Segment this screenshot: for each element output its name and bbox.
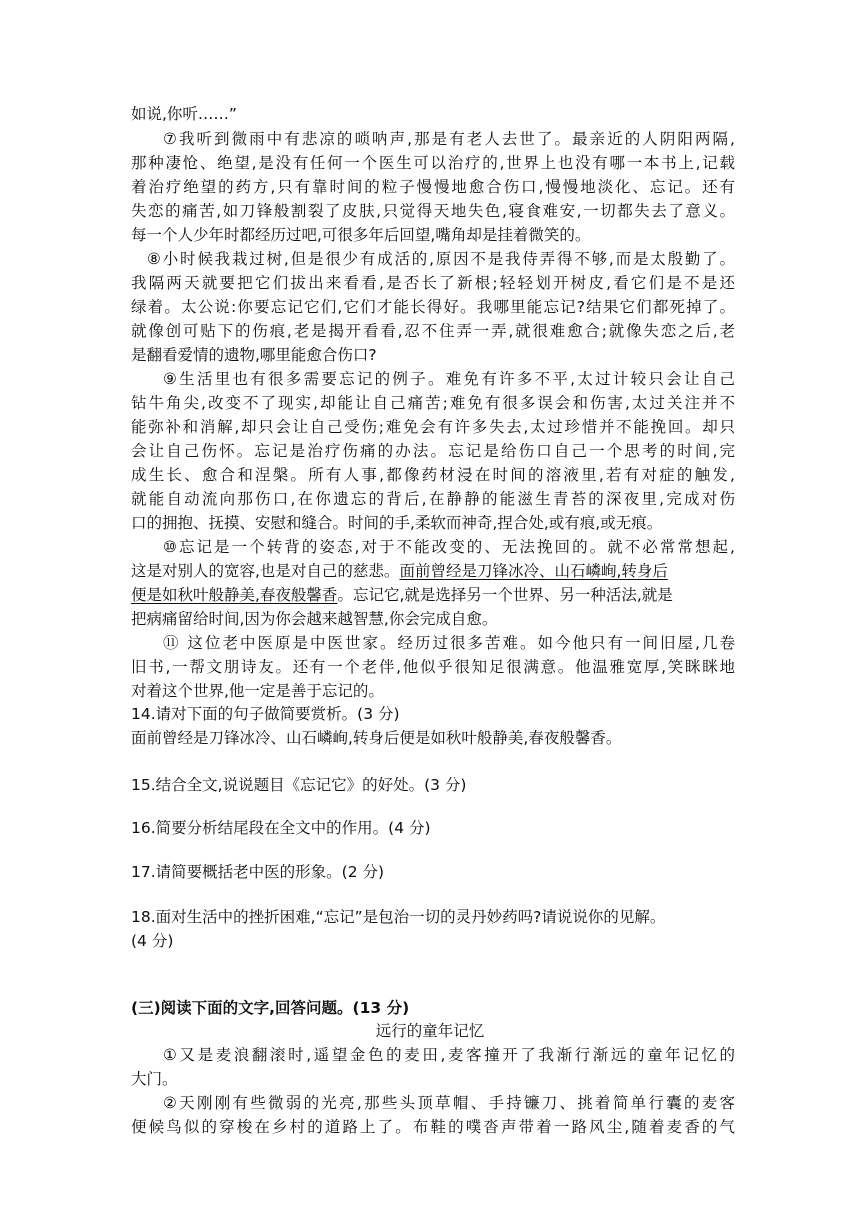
text-line: ①又是麦浪翻滚时,遥望金色的麦田,麦客撞开了我渐行渐远的童年记忆的 <box>163 1046 735 1064</box>
paragraph-6-tail: 如说,你听……” <box>131 105 237 123</box>
article-title: 远行的童年记忆 <box>375 1022 485 1040</box>
text-line: 对着这个世界,他一定是善于忘记的。 <box>131 682 384 700</box>
question-16: 16.简要分析结尾段在全文中的作用。(4 分) <box>131 819 431 837</box>
text-line: 把病痛留给时间,因为你会越来越智慧,你会完成自愈。 <box>131 610 498 628</box>
text-line: 着治疗绝望的药方,只有靠时间的粒子慢慢地愈合伤口,慢慢地淡化、忘记。还有 <box>131 178 735 196</box>
text-line: ⑪ 这位老中医原是中医世家。经历过很多苦难。如今他只有一间旧屋,几卷 <box>163 634 735 652</box>
text-line: 钻牛角尖,改变不了现实,却能让自己痛苦;难免有很多误会和伤害,太过关注并不 <box>131 394 735 412</box>
plain-text: 这是对别人的宽容,也是对自己的慈悲。 <box>131 562 400 580</box>
underlined-sentence: 面前曾经是刀锋冰冷、山石嶙峋,转身后 <box>399 562 668 580</box>
text-line: 旧书,一帮文朋诗友。还有一个老伴,他似乎很知足很满意。他温雅宽厚,笑眯眯地 <box>131 658 735 676</box>
section-3-heading: (三)阅读下面的文字,回答问题。(13 分) <box>131 999 410 1017</box>
underlined-sentence: 便是如秋叶般静美,春夜般馨香 <box>131 586 338 604</box>
text-line: 那种凄怆、绝望,是没有任何一个医生可以治疗的,世界上也没有哪一本书上,记载 <box>131 154 735 172</box>
question-18-score: (4 分) <box>131 932 174 950</box>
text-line: 口的拥抱、抚摸、安慰和缝合。时间的手,柔软而神奇,捏合处,或有痕,或无痕。 <box>131 514 663 532</box>
text-line: ⑩忘记是一个转背的姿态,对于不能改变的、无法挽回的。就不必常常想起, <box>163 538 735 556</box>
text-line <box>131 583 735 607</box>
text-line: 大门。 <box>131 1070 178 1088</box>
question-14: 14.请对下面的句子做简要赏析。(3 分) <box>131 705 400 723</box>
question-15: 15.结合全文,说说题目《忘记它》的好处。(3 分) <box>131 776 467 794</box>
text-line: 会让自己伤怀。忘记是治疗伤痛的办法。忘记是给伤口自己一个思考的时间,完 <box>131 442 735 460</box>
text-line: ②天刚刚有些微弱的光亮,那些头顶草帽、手持镰刀、挑着简单行囊的麦客 <box>163 1094 735 1112</box>
question-18: 18.面对生活中的挫折困难,“忘记”是包治一切的灵丹妙药吗?请说说你的见解。 <box>131 908 666 926</box>
text-line: 失恋的痛苦,如刀锋般割裂了皮肤,只觉得天地失色,寝食难安,一切都失去了意义。 <box>131 202 735 220</box>
text-line <box>131 559 735 583</box>
text-line: 就能自动流向那伤口,在你遗忘的背后,在静静的能滋生青苔的深夜里,完成对伤 <box>131 490 735 508</box>
question-17: 17.请简要概括老中医的形象。(2 分) <box>131 863 385 881</box>
text-line: 便候鸟似的穿梭在乡村的道路上了。布鞋的噗沓声带着一路风尘,随着麦香的气 <box>131 1118 735 1136</box>
text-line: 能弥补和消解,却只会让自己受伤;难免会有许多失去,太过珍惜并不能挽回。却只 <box>131 418 735 436</box>
text-line: 绿着。太公说:你要忘记它们,它们才能长得好。我哪里能忘记?结果它们都死掉了。 <box>131 298 735 316</box>
text-line: 是翻看爱情的遗物,哪里能愈合伤口? <box>131 346 377 364</box>
text-line: 成生长、愈合和涅槃。所有人事,都像药材浸在时间的溶液里,若有对症的触发, <box>131 466 735 484</box>
text-line: ⑧小时候我栽过树,但是很少有成活的,原因不是我侍弄得不够,而是太殷勤了。 <box>147 250 735 268</box>
text-line: 我隔两天就要把它们拔出来看看,是否长了新根;轻轻划开树皮,看它们是不是还 <box>131 274 735 292</box>
text-line: 就像创可贴下的伤痕,老是揭开看看,忍不住弄一弄,就很难愈合;就像失恋之后,老 <box>131 322 735 340</box>
question-14-quote: 面前曾经是刀锋冰冷、山石嶙峋,转身后便是如秋叶般静美,春夜般馨香。 <box>131 729 622 747</box>
text-line: ⑨生活里也有很多需要忘记的例子。难免有许多不平,太过计较只会让自己 <box>163 370 735 388</box>
plain-text: 。忘记它,就是选择另一个世界、另一种活法,就是 <box>337 586 673 604</box>
text-line: 每一个人少年时都经历过吧,可很多年后回望,嘴角却是挂着微笑的。 <box>131 226 591 244</box>
text-line: ⑦我听到微雨中有悲凉的唢呐声,那是有老人去世了。最亲近的人阴阳两隔, <box>163 130 735 148</box>
